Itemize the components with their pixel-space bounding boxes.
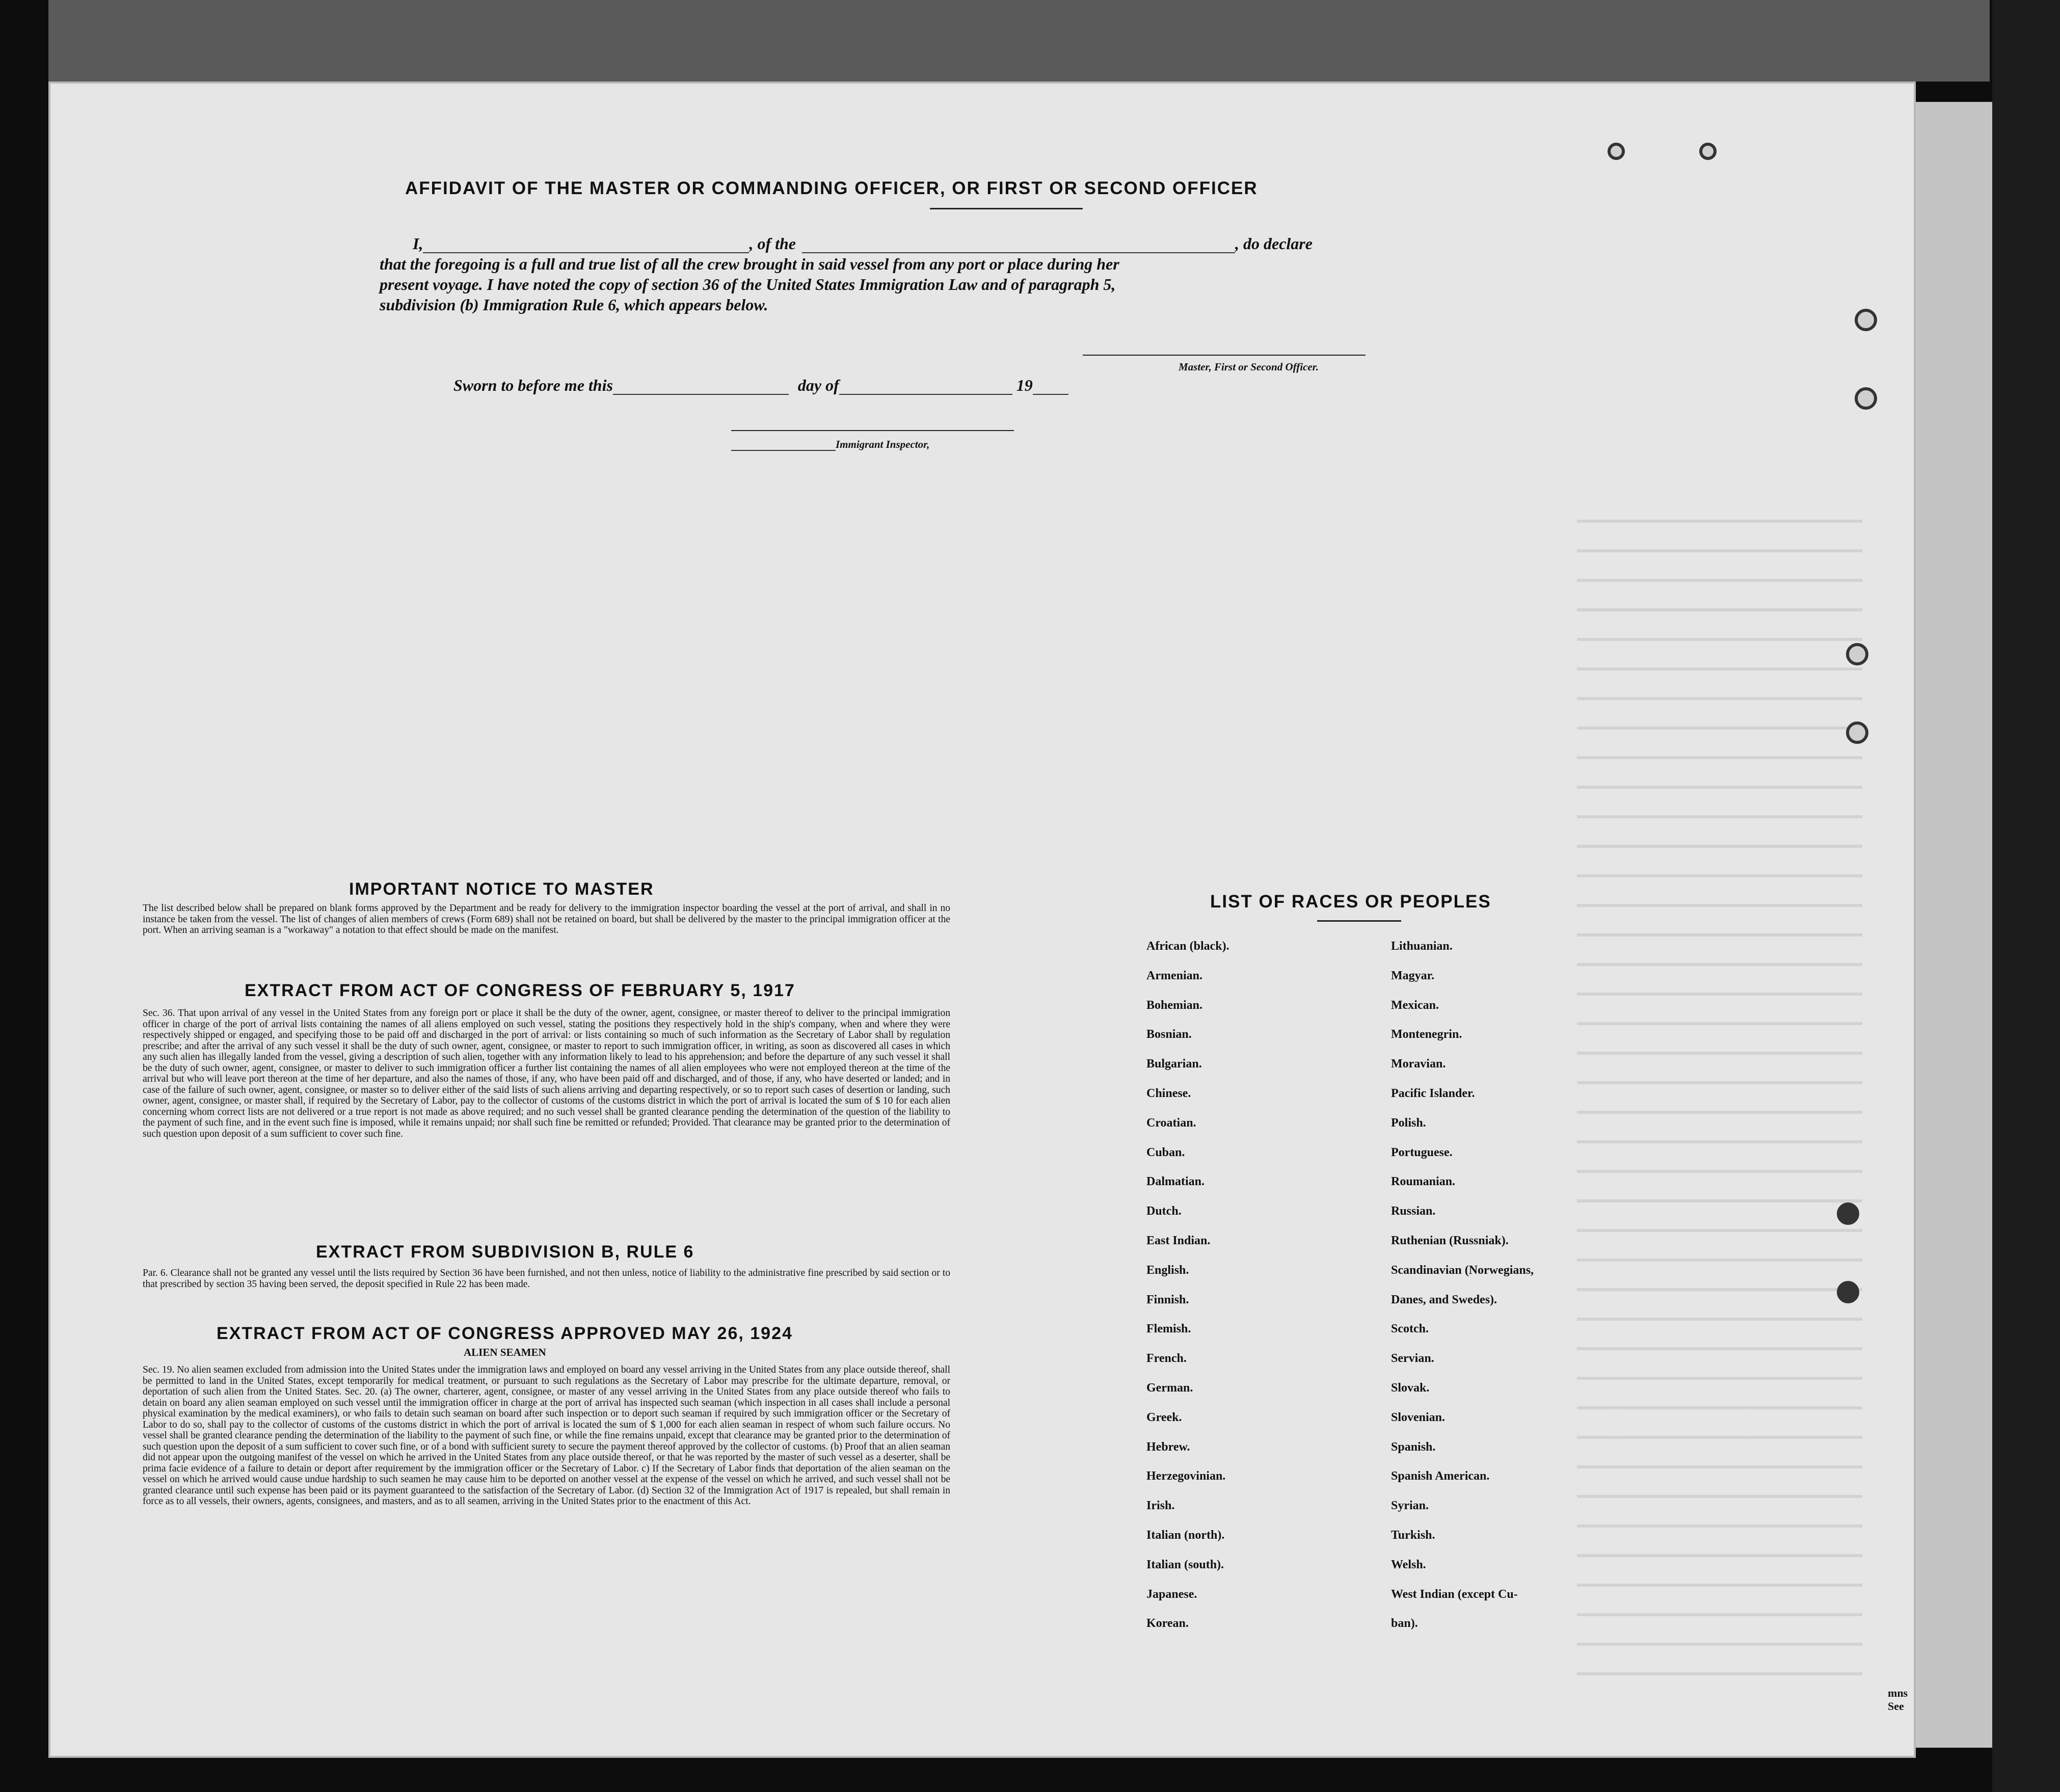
subdivision-text: Par. 6. Clearance shall not be granted any vessel until the lists required by Section 36 have been furnished, and not then unless, notice of liability to the administrative fine prescribed by said section or to that prescribed by section 35 having been served, the deposit specified in Rule 22 has been made. <box>143 1268 950 1290</box>
race-item: Bohemian. <box>1146 998 1203 1012</box>
race-item: Polish. <box>1391 1116 1426 1130</box>
officer-caption: Master, First or Second Officer. <box>1179 361 1319 373</box>
race-item: Pacific Islander. <box>1391 1087 1475 1100</box>
do-declare-label: , do declare <box>1235 234 1313 253</box>
day-of-label: day of <box>797 376 839 394</box>
affidavit-line-4: subdivision (b) Immigration Rule 6, which appears below. <box>380 296 768 314</box>
bleed-through-columns <box>1577 520 1862 1692</box>
extract-1917-title: EXTRACT FROM ACT OF CONGRESS OF FEBRUARY 5, 1917 <box>245 981 795 1000</box>
race-item: Mexican. <box>1391 998 1439 1012</box>
race-item: Portuguese. <box>1391 1145 1453 1159</box>
margin-line-1: mns <box>1888 1687 1908 1699</box>
race-item: Montenegrin. <box>1391 1028 1462 1041</box>
binding-hole <box>1855 387 1877 410</box>
race-item: Irish. <box>1146 1499 1175 1513</box>
races-title: LIST OF RACES OR PEOPLES <box>1210 892 1491 912</box>
race-item: Spanish. <box>1391 1440 1436 1454</box>
extract-1917-text: Sec. 36. That upon arrival of any vessel in the United States from any foreign port or place it shall be the duty of the owner, agent, consignee, or master thereof to deliver to the principal immigration officer in charge of the port of arrival lists containing the names of all aliens employed on such vessel, stating the positions they respectively hold in the ship's company, when and where they were respectively shipped or engaged, and specifying those to be paid off and discharged in the port of arrival: or lists containing so much of such information as the Secretary of Labor shall by regulation prescribe; and after the arrival of any such vessel it shall be the duty of such owner, agent, consignee, or master to report to such immigration officer, in writing, as soon as discovered all cases in which any such alien has illegally landed from the vessel, giving a description of such alien, together with any information likely to lead to his apprehension; and before the departure of any such vessel it shall be the duty of such owner, agent, consignee, or master to deliver to such immigration officer a further list containing the names of all alien employees who were not employed thereon at the time of the arrival but who will leave port thereon at the time of her departure, and also the names of those, if any, who have been paid off and discharged, and of those, if any, who have deserted or landed; and in case of the failure of such owner, agent, consignee, or master so to deliver either of the said lists of such aliens arriving and departing respectively, or so to report such cases of desertion or landing, such owner, agent, consignee, or master shall, if required by the Secretary of Labor, pay to the collector of customs of the customs district in which the port of arrival is located the sum of $ 10 for each alien concerning whom correct lists are not delivered or a true report is not made as above required; and no such vessel shall be granted clearance pending the determination of the question of the liability to the payment of such fine, and in the event such fine is imposed, while it remains unpaid; nor shall such fine be remitted or refunded; Provided. That clearance may be granted prior to the determination of such question upon deposit of a sum sufficient to cover such fine. <box>143 1008 950 1139</box>
right-underlying-page <box>1916 102 1992 1748</box>
affidavit-line-3: present voyage. I have noted the copy of section 36 of the United States Immigration Law and of paragraph 5, <box>380 275 1116 293</box>
race-item: Cuban. <box>1146 1145 1185 1159</box>
race-item: Italian (north). <box>1146 1529 1225 1542</box>
inspector-line <box>731 438 929 451</box>
inspector-blank[interactable] <box>731 450 836 451</box>
race-item: Turkish. <box>1391 1529 1435 1542</box>
race-item: Herzegovinian. <box>1146 1469 1226 1483</box>
race-item: Syrian. <box>1391 1499 1429 1513</box>
affidavit-title: AFFIDAVIT OF THE MASTER OR COMMANDING OFFICER, OR FIRST OR SECOND OFFICER <box>405 178 1258 198</box>
year-blank[interactable] <box>1033 394 1068 395</box>
race-item: Armenian. <box>1146 969 1202 982</box>
race-item: Magyar. <box>1391 969 1435 982</box>
race-item: Bulgarian. <box>1146 1057 1202 1071</box>
race-item: East Indian. <box>1146 1234 1211 1247</box>
binding-hole <box>1846 643 1868 665</box>
extract-1924-title: EXTRACT FROM ACT OF CONGRESS APPROVED MAY 26, 1924 <box>217 1324 793 1343</box>
sworn-label: Sworn to before me this <box>453 376 613 394</box>
month-blank[interactable] <box>839 394 1012 395</box>
notice-title: IMPORTANT NOTICE TO MASTER <box>349 879 654 899</box>
race-item: Korean. <box>1146 1617 1189 1630</box>
race-item: English. <box>1146 1263 1189 1277</box>
race-item: Russian. <box>1391 1205 1436 1218</box>
race-item: Chinese. <box>1146 1087 1191 1100</box>
notice-text: The list described below shall be prepared on blank forms approved by the Department and be ready for delivery to the immigration inspector boarding the vessel at the port of arrival, and shall in no instance be taken from the vessel. The list of changes of alien members of crews (Form 689) shall not be retained on board, but shall be delivered by the master to the principal immigration officer at the port. When an arriving seaman is a "workaway" a notation to that effect should be made on the manifest. <box>143 903 950 935</box>
year-prefix: 19 <box>1016 376 1033 394</box>
race-item: Ruthenian (Russniak). <box>1391 1234 1509 1247</box>
inspector-signature-line <box>731 430 1014 431</box>
race-item: Scandinavian (Norwegians, <box>1391 1263 1534 1277</box>
race-item: Flemish. <box>1146 1322 1191 1336</box>
race-item: Slovenian. <box>1391 1410 1446 1424</box>
margin-line-2: See <box>1888 1700 1904 1713</box>
race-item: Italian (south). <box>1146 1558 1224 1571</box>
binding-hole <box>1846 721 1868 744</box>
binding-hole <box>1608 143 1625 160</box>
vessel-blank[interactable] <box>802 252 1235 253</box>
sworn-line <box>453 376 1068 395</box>
extract-1924-subtitle: ALIEN SEAMEN <box>464 1346 546 1358</box>
of-the-label: , of the <box>749 234 796 253</box>
race-item: African (black). <box>1146 940 1229 953</box>
race-item: Roumanian. <box>1391 1175 1456 1189</box>
race-item: Greek. <box>1146 1410 1182 1424</box>
day-blank[interactable] <box>613 394 789 395</box>
race-item: ban). <box>1391 1617 1418 1630</box>
race-item: Croatian. <box>1146 1116 1196 1130</box>
race-item: Welsh. <box>1391 1558 1426 1571</box>
race-item: Spanish American. <box>1391 1469 1490 1483</box>
margin-fragment <box>1888 1687 1908 1713</box>
race-item: Slovak. <box>1391 1381 1430 1395</box>
manifest-page <box>48 82 1916 1758</box>
race-item: French. <box>1146 1352 1187 1366</box>
back-sheet-edge <box>48 0 1990 82</box>
race-item: Finnish. <box>1146 1293 1189 1306</box>
race-item: Bosnian. <box>1146 1028 1192 1041</box>
race-item: Danes, and Swedes). <box>1391 1293 1497 1306</box>
binding-hole <box>1837 1202 1859 1225</box>
subdivision-title: EXTRACT FROM SUBDIVISION B, RULE 6 <box>316 1242 694 1262</box>
officer-signature-line <box>1083 355 1366 356</box>
extract-1924-text: Sec. 19. No alien seamen excluded from admission into the United States under the immigration laws and employed on board any vessel arriving in the United States from any place outside thereof, shall be permitted to land in the United States, except temporarily for medical treatment, or pursuant to such regulations as the Secretary of Labor may prescribe for the ultimate departure, removal, or deportation of such alien from the United States. Sec. 20. (a) The owner, charterer, agent, consignee, or master of any vessel arriving in the United States from any place outside thereof who fails to detain on board any alien seaman employed on such vessel until the immigration officer in charge at the port of arrival has inspected such seaman (which inspection in all cases shall include a personal physical examination by the medical examiners), or who fails to detain such seaman on board after such inspection or to deport such seaman if required by such immigration officer or the Secretary of Labor to do so, shall pay to the collector of customs of the customs district in which the port of arrival is located the sum of $ 1,000 for each alien seaman in respect of whom such failure occurs. No vessel shall be granted clearance pending the determination of the liability to the payment of such fine, or while the fine remains unpaid, except that clearance may be granted prior to the determination of such question upon the deposit of a sum sufficient to cover such fine, or of a bond with sufficient surety to secure the payment thereof approved by the collector of customs. (b) Proof that an alien seaman did not appear upon the outgoing manifest of the vessel on which he arrived in the United States from any place outside thereof, or that he was reported by the master of such vessel as a deserter, shall be prima facie evidence of a failure to detain or deport after requirement by the immigration officer or the Secretary of Labor. c) If the Secretary of Labor finds that deportation of the alien seaman on the vessel on which he arrived would cause undue hardship to such seamen he may cause him to be deported on another vessel at the expense of the vessel on which he arrived, and such vessel shall not be granted clearance until such expense has been paid or its payment guaranteed to the satisfaction of the Secretary of Labor. (d) Section 32 of the Immigration Act of 1917 is repealed, but shall remain in force as to all vessels, their owners, agents, consignees, and masters, and as to all seamen, arriving in the United States prior to the enactment of this Act. <box>143 1365 950 1507</box>
races-underline <box>1317 920 1401 922</box>
affidavit-line-1 <box>413 234 1313 253</box>
race-item: West Indian (except Cu- <box>1391 1587 1518 1601</box>
scan-right-border <box>1992 0 2060 1792</box>
race-item: Dutch. <box>1146 1205 1182 1218</box>
inspector-caption: Immigrant Inspector, <box>836 438 930 450</box>
declare-i: I, <box>413 234 423 253</box>
race-item: Japanese. <box>1146 1587 1197 1601</box>
race-item: Moravian. <box>1391 1057 1446 1071</box>
binding-hole <box>1699 143 1717 160</box>
title-underline <box>930 208 1083 209</box>
binding-hole <box>1837 1281 1859 1303</box>
race-item: Scotch. <box>1391 1322 1429 1336</box>
race-item: German. <box>1146 1381 1193 1395</box>
affidavit-line-2: that the foregoing is a full and true list of all the crew brought in said vessel from any port or place during her <box>380 255 1119 273</box>
name-blank[interactable] <box>423 252 749 253</box>
race-item: Servian. <box>1391 1352 1434 1366</box>
binding-hole <box>1855 309 1877 331</box>
race-item: Hebrew. <box>1146 1440 1190 1454</box>
race-item: Dalmatian. <box>1146 1175 1205 1189</box>
race-item: Lithuanian. <box>1391 940 1453 953</box>
